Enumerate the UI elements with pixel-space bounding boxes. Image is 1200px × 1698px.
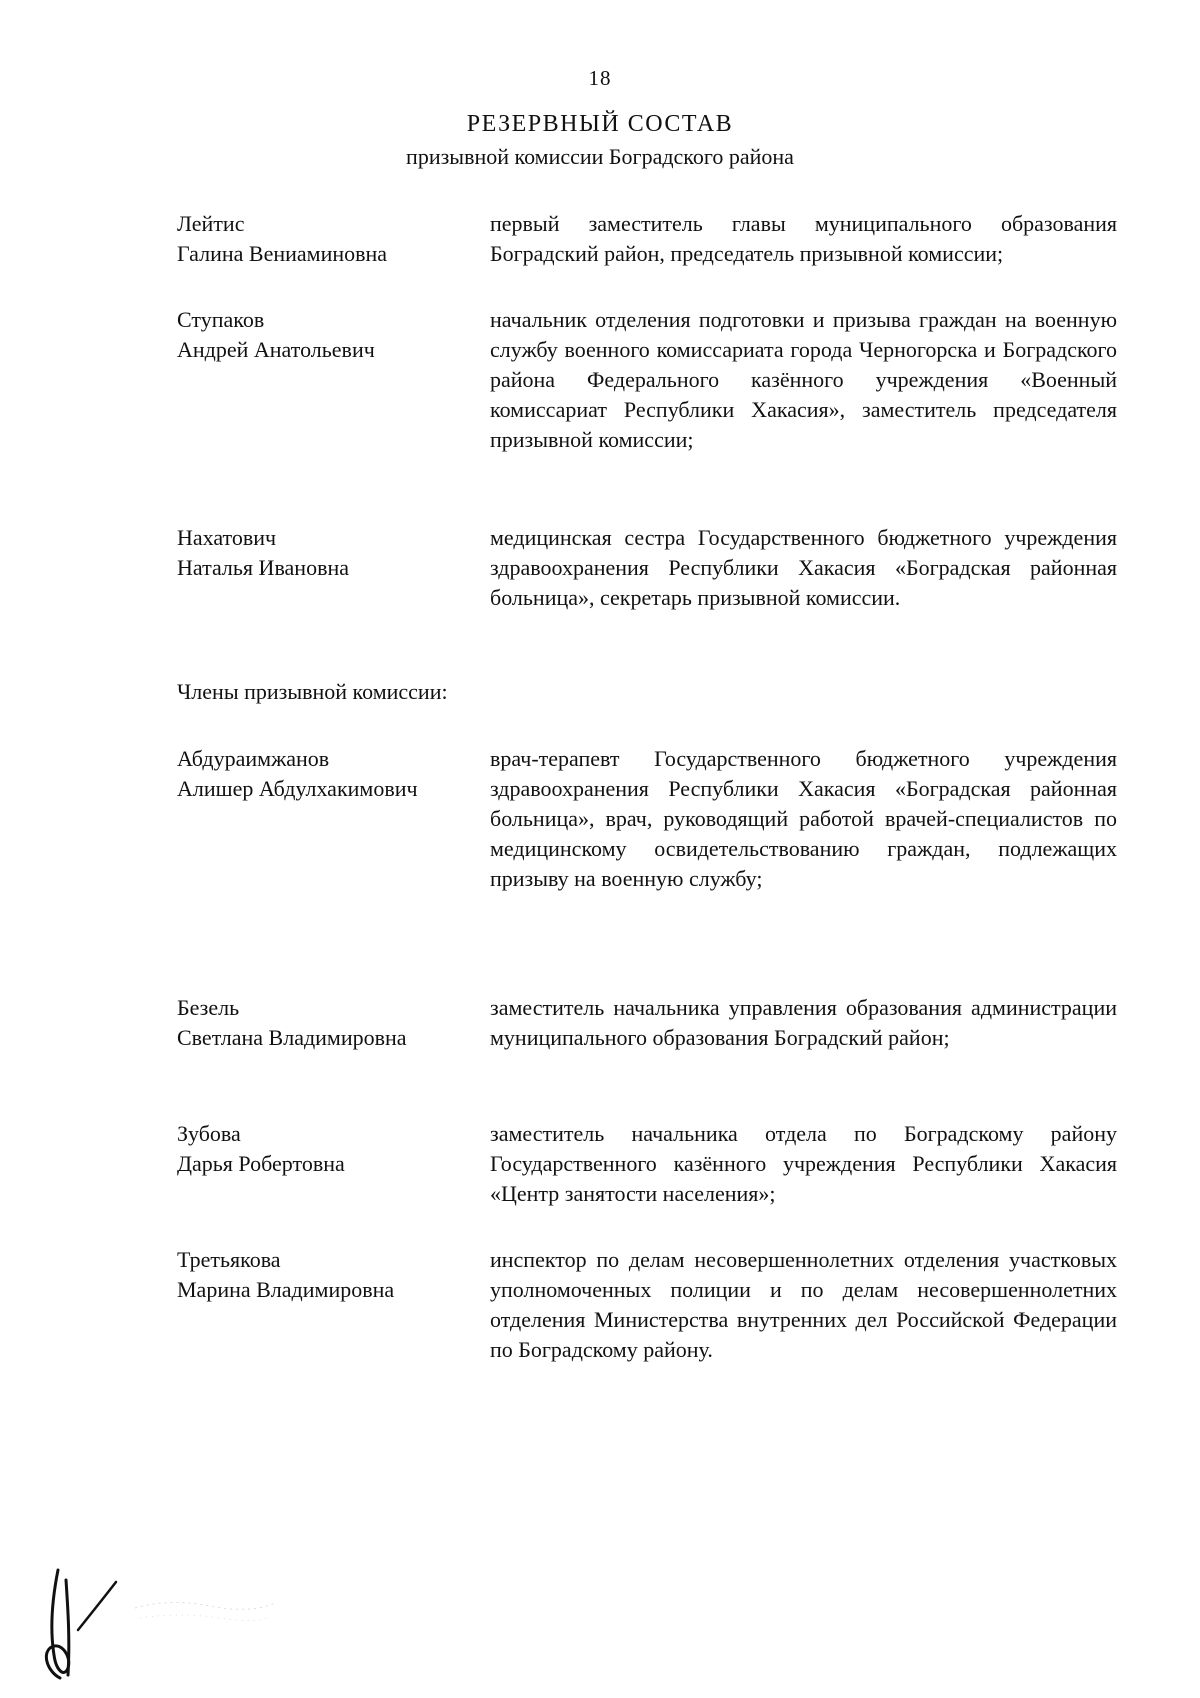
person-surname: Абдураимжанов	[177, 746, 330, 771]
person-role: заместитель начальника отдела по Боградскому району Государственного казённого учреждения Республики Хакасия «Центр занятости населения»;	[490, 1121, 1117, 1206]
person-name	[177, 209, 477, 269]
person-name	[177, 1119, 477, 1179]
person-role: инспектор по делам несовершеннолетних отделения участковых уполномоченных полиции и по делам несовершеннолетних отделения Министерства внутренних дел Российской Федерации по Боградскому району.	[490, 1247, 1117, 1362]
person-role: заместитель начальника управления образования администрации муниципального образования Боградский район;	[490, 995, 1117, 1050]
person-given-names: Галина Вениаминовна	[177, 241, 388, 266]
commission-deputy-chairman	[177, 305, 1117, 455]
person-surname: Безель	[177, 995, 240, 1020]
page-number: 18	[588, 66, 612, 90]
handwritten-signature	[30, 1560, 120, 1690]
person-surname: Нахатович	[177, 525, 277, 550]
commission-member	[177, 1245, 1117, 1365]
person-role: первый заместитель главы муниципального образования Боградский район, председатель призывной комиссии;	[490, 211, 1117, 266]
person-surname: Третьякова	[177, 1247, 281, 1272]
faint-stamp-mark	[130, 1588, 280, 1628]
person-given-names: Наталья Ивановна	[177, 555, 350, 580]
person-surname: Зубова	[177, 1121, 241, 1146]
person-role: медицинская сестра Государственного бюджетного учреждения здравоохранения Республики Хакасия «Боградская районная больница», секретарь призывной комиссии.	[490, 525, 1117, 610]
commission-chairman	[177, 209, 1117, 269]
person-name	[177, 993, 477, 1053]
members-heading: Члены призывной комиссии:	[177, 679, 448, 704]
person-given-names: Марина Владимировна	[177, 1277, 395, 1302]
person-name	[177, 744, 477, 804]
commission-member	[177, 993, 1117, 1053]
person-surname: Ступаков	[177, 307, 265, 332]
person-name	[177, 305, 477, 365]
document-subtitle: призывной комиссии Боградского района	[406, 144, 794, 169]
document-title: РЕЗЕРВНЫЙ СОСТАВ	[466, 111, 734, 137]
person-name	[177, 523, 477, 583]
person-given-names: Светлана Владимировна	[177, 1025, 407, 1050]
person-role: врач-терапевт Государственного бюджетного учреждения здравоохранения Республики Хакасия «Боградская районная больница», врач, руководящий работой врачей-специалистов по медицинскому освидетельствованию граждан, подлежащих призыву на военную службу;	[490, 746, 1117, 891]
commission-member	[177, 744, 1117, 894]
person-given-names: Алишер Абдулхакимович	[177, 776, 418, 801]
person-role: начальник отделения подготовки и призыва граждан на военную службу военного комиссариата города Черногорска и Боградского района Федерального казённого учреждения «Военный комиссариат Республики Хакасия», заместитель председателя призывной комиссии;	[490, 307, 1117, 452]
commission-member	[177, 1119, 1117, 1209]
commission-secretary	[177, 523, 1117, 613]
person-given-names: Андрей Анатольевич	[177, 337, 375, 362]
person-given-names: Дарья Робертовна	[177, 1151, 345, 1176]
person-name	[177, 1245, 477, 1305]
person-surname: Лейтис	[177, 211, 245, 236]
